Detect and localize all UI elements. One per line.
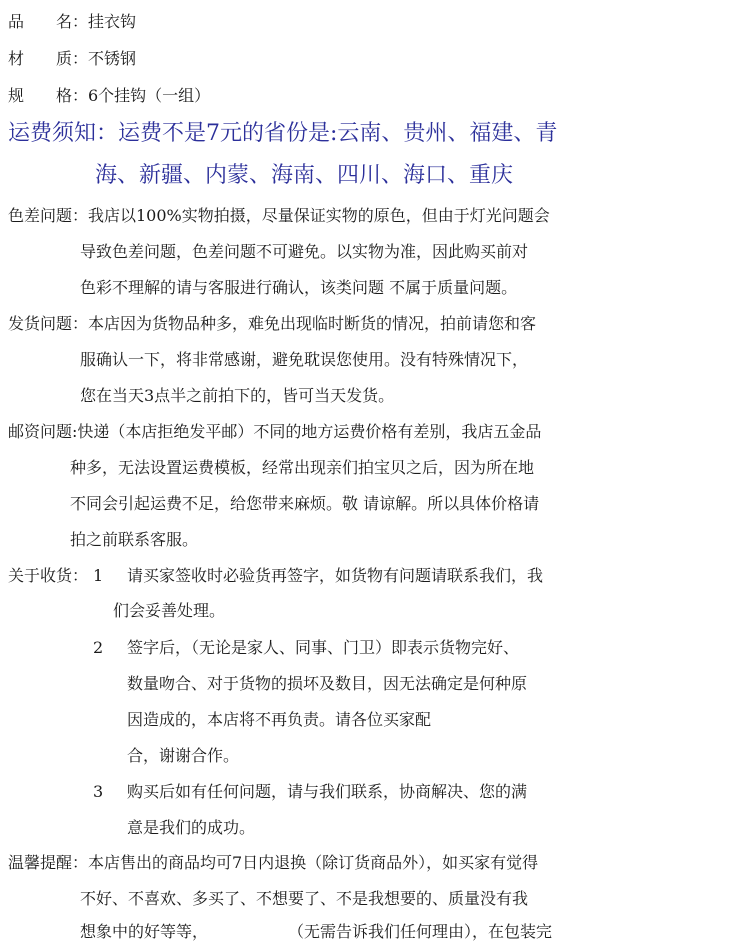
product-spec: 规 格：6个挂钩（一组） <box>8 86 211 105</box>
receiving-item2-number: 2 <box>93 638 104 657</box>
receiving-item3-line1: 购买后如有任何问题，请与我们联系，协商解决、您的满 <box>127 782 528 801</box>
postage-issue-line2: 种多，无法设置运费模板，经常出现亲们拍宝贝之后，因为所在地 <box>70 458 535 477</box>
postage-issue-line4: 拍之前联系客服。 <box>70 530 199 549</box>
delivery-issue-line1: 发货问题：本店因为货物品种多，难免出现临时断货的情况，拍前请您和客 <box>8 314 537 333</box>
shipping-notice-line2: 海、新疆、内蒙、海南、四川、海口、重庆 <box>95 163 514 188</box>
reminder-line3: 想象中的好等等， （无需告诉我们任何理由），在包装完 <box>80 922 553 941</box>
postage-issue-line3: 不同会引起运费不足，给您带来麻烦。敬 请谅解。所以具体价格请 <box>70 494 540 513</box>
receiving-item2-line2: 数量吻合、对于货物的损坏及数目，因无法确定是何种原 <box>127 674 528 693</box>
color-issue-line2: 导致色差问题，色差问题不可避免。以实物为准，因此购买前对 <box>80 242 529 261</box>
receiving-item1-line2: 们会妥善处理。 <box>113 601 226 620</box>
product-name: 品 名：挂衣钩 <box>8 12 137 31</box>
delivery-issue-line3: 您在当天3点半之前拍下的，皆可当天发货。 <box>80 386 395 405</box>
delivery-issue-line2: 服确认一下，将非常感谢，避免耽误您使用。没有特殊情况下， <box>80 350 529 369</box>
receiving-item3-line2: 意是我们的成功。 <box>127 818 256 837</box>
receiving-label: 关于收货： <box>8 566 89 585</box>
receiving-item2-line3: 因造成的，本店将不再负责。请各位买家配 <box>127 710 432 729</box>
receiving-item1-line1: 请买家签收时必验货再签字，如货物有问题请联系我们，我 <box>127 566 544 585</box>
receiving-item2-line1: 签字后，（无论是家人、同事、门卫）即表示货物完好、 <box>127 638 520 657</box>
shipping-notice-line1: 运费须知：运费不是7元的省份是:云南、贵州、福建、青 <box>8 121 558 146</box>
color-issue-line3: 色彩不理解的请与客服进行确认，该类问题 不属于质量问题。 <box>80 278 518 297</box>
postage-issue-line1: 邮资问题:快递（本店拒绝发平邮）不同的地方运费价格有差别，我店五金品 <box>8 422 542 441</box>
product-material: 材 质：不锈钢 <box>8 49 137 68</box>
receiving-item2-line4: 合，谢谢合作。 <box>127 746 240 765</box>
receiving-item1-number: 1 <box>93 566 104 585</box>
receiving-item3-number: 3 <box>93 782 104 801</box>
color-issue-line1: 色差问题：我店以100%实物拍摄，尽量保证实物的原色，但由于灯光问题会 <box>8 206 550 225</box>
reminder-line2: 不好、不喜欢、多买了、不想要了、不是我想要的、质量没有我 <box>80 889 529 908</box>
reminder-line1: 温馨提醒：本店售出的商品均可7日内退换（除订货商品外），如买家有觉得 <box>8 853 539 872</box>
